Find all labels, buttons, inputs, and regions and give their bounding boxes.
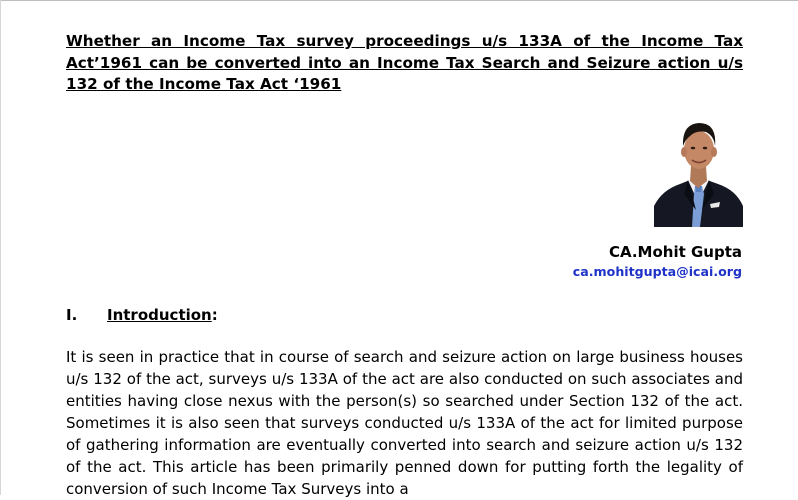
section-heading xyxy=(66,305,218,325)
author-photo xyxy=(654,110,743,227)
page-left-border xyxy=(0,0,1,495)
section-body: It is seen in practice that in course of search and seizure action on large business houses u/s 132 of the act, surveys u/s 133A of the act are also conducted on such associates and entities having close nexus with the person(s) so searched under Section 132 of the act. Sometimes it is also seen that surveys conducted u/s 133A of the act for limited purpose of gathering information are eventually converted into search and seizure action u/s 132 of the act. This article has been primarily penned down for putting forth the legality of conversion of such Income Tax Surveys into a xyxy=(66,348,743,498)
document-title: Whether an Income Tax survey proceedings u/s 133A of the Income Tax Act’1961 can be converted into an Income Tax Search and Seizure action u/s 132 of the Income Tax Act ‘1961 xyxy=(66,32,743,93)
section-number: I. xyxy=(66,306,78,324)
author-email: ca.mohitgupta@icai.org xyxy=(572,264,742,279)
section-colon: : xyxy=(211,306,218,324)
section-title: Introduction xyxy=(107,306,212,324)
page-top-border xyxy=(0,0,798,1)
author-name: CA.Mohit Gupta xyxy=(608,243,742,261)
